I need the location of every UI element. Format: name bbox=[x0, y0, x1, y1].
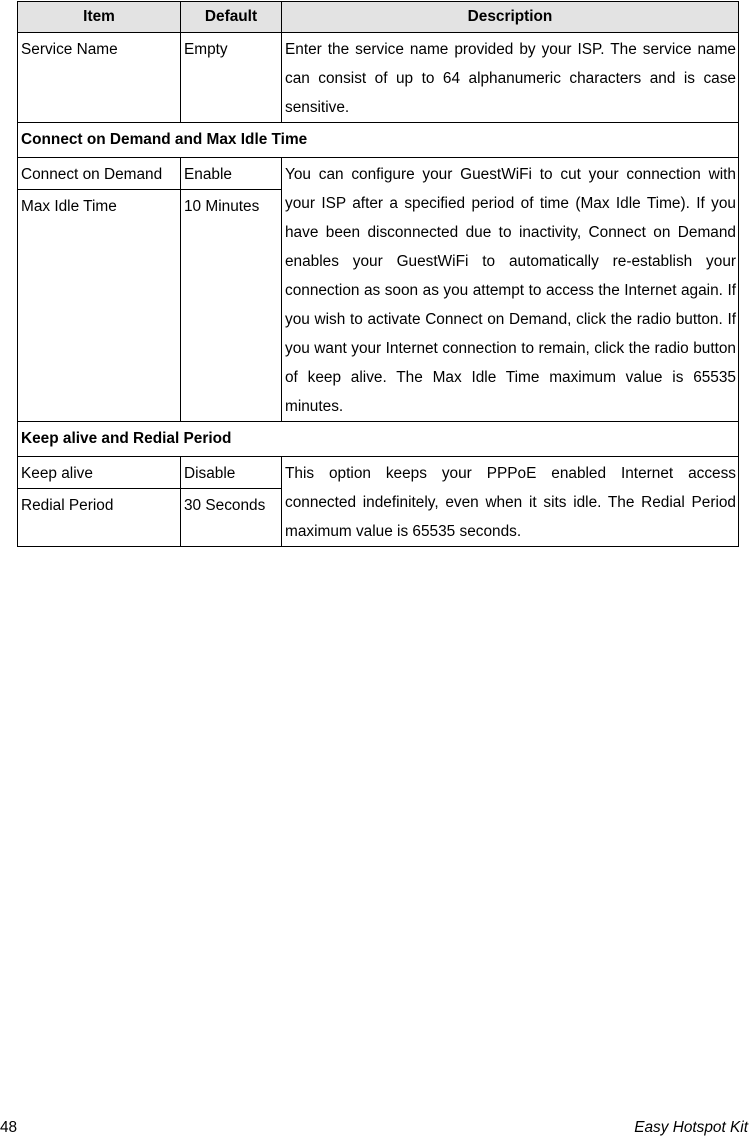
redial-period-default: 30 Seconds bbox=[181, 489, 282, 547]
table-row-keep-alive bbox=[18, 457, 739, 489]
table-row-connect-on-demand bbox=[18, 158, 739, 190]
header-item: Item bbox=[18, 2, 181, 33]
connect-on-demand-description: You can configure your GuestWiFi to cut your connection with your ISP after a specified period of time (Max Idle Time). If you have been disconnected due to inactivity, Connect on Demand enables your GuestWiFi to automatically re-establish your connection as soon as you attempt to access the Internet again. If you wish to activate Connect on Demand, click the radio button. If you want your Internet connection to remain, click the radio button of keep alive. The Max Idle Time maximum value is 65535 minutes. bbox=[282, 158, 739, 422]
header-default: Default bbox=[181, 2, 282, 33]
section-row-keep-alive bbox=[18, 422, 739, 457]
header-description: Description bbox=[282, 2, 739, 33]
connect-on-demand-default: Enable bbox=[181, 158, 282, 190]
service-name-item: Service Name bbox=[18, 33, 181, 123]
section-title-keep-alive: Keep alive and Redial Period bbox=[18, 422, 739, 457]
connect-on-demand-item: Connect on Demand bbox=[18, 158, 181, 190]
document-title: Easy Hotspot Kit bbox=[634, 1119, 748, 1136]
keep-alive-default: Disable bbox=[181, 457, 282, 489]
redial-period-item: Redial Period bbox=[18, 489, 181, 547]
max-idle-time-default: 10 Minutes bbox=[181, 190, 282, 422]
section-title-connect-on-demand: Connect on Demand and Max Idle Time bbox=[18, 123, 739, 158]
service-name-default: Empty bbox=[181, 33, 282, 123]
keep-alive-item: Keep alive bbox=[18, 457, 181, 489]
service-name-description: Enter the service name provided by your ISP. The service name can consist of up to 64 alphanumeric characters and is case sensitive. bbox=[282, 33, 739, 123]
page-number: 48 bbox=[0, 1119, 18, 1136]
table-header-row bbox=[18, 2, 739, 33]
keep-alive-description: This option keeps your PPPoE enabled Internet access connected indefinitely, even when it sits idle. The Redial Period maximum value is 65535 seconds. bbox=[282, 457, 739, 547]
settings-table bbox=[17, 1, 739, 547]
table-row-service-name bbox=[18, 33, 739, 123]
section-row-connect-on-demand bbox=[18, 123, 739, 158]
max-idle-time-item: Max Idle Time bbox=[18, 190, 181, 422]
